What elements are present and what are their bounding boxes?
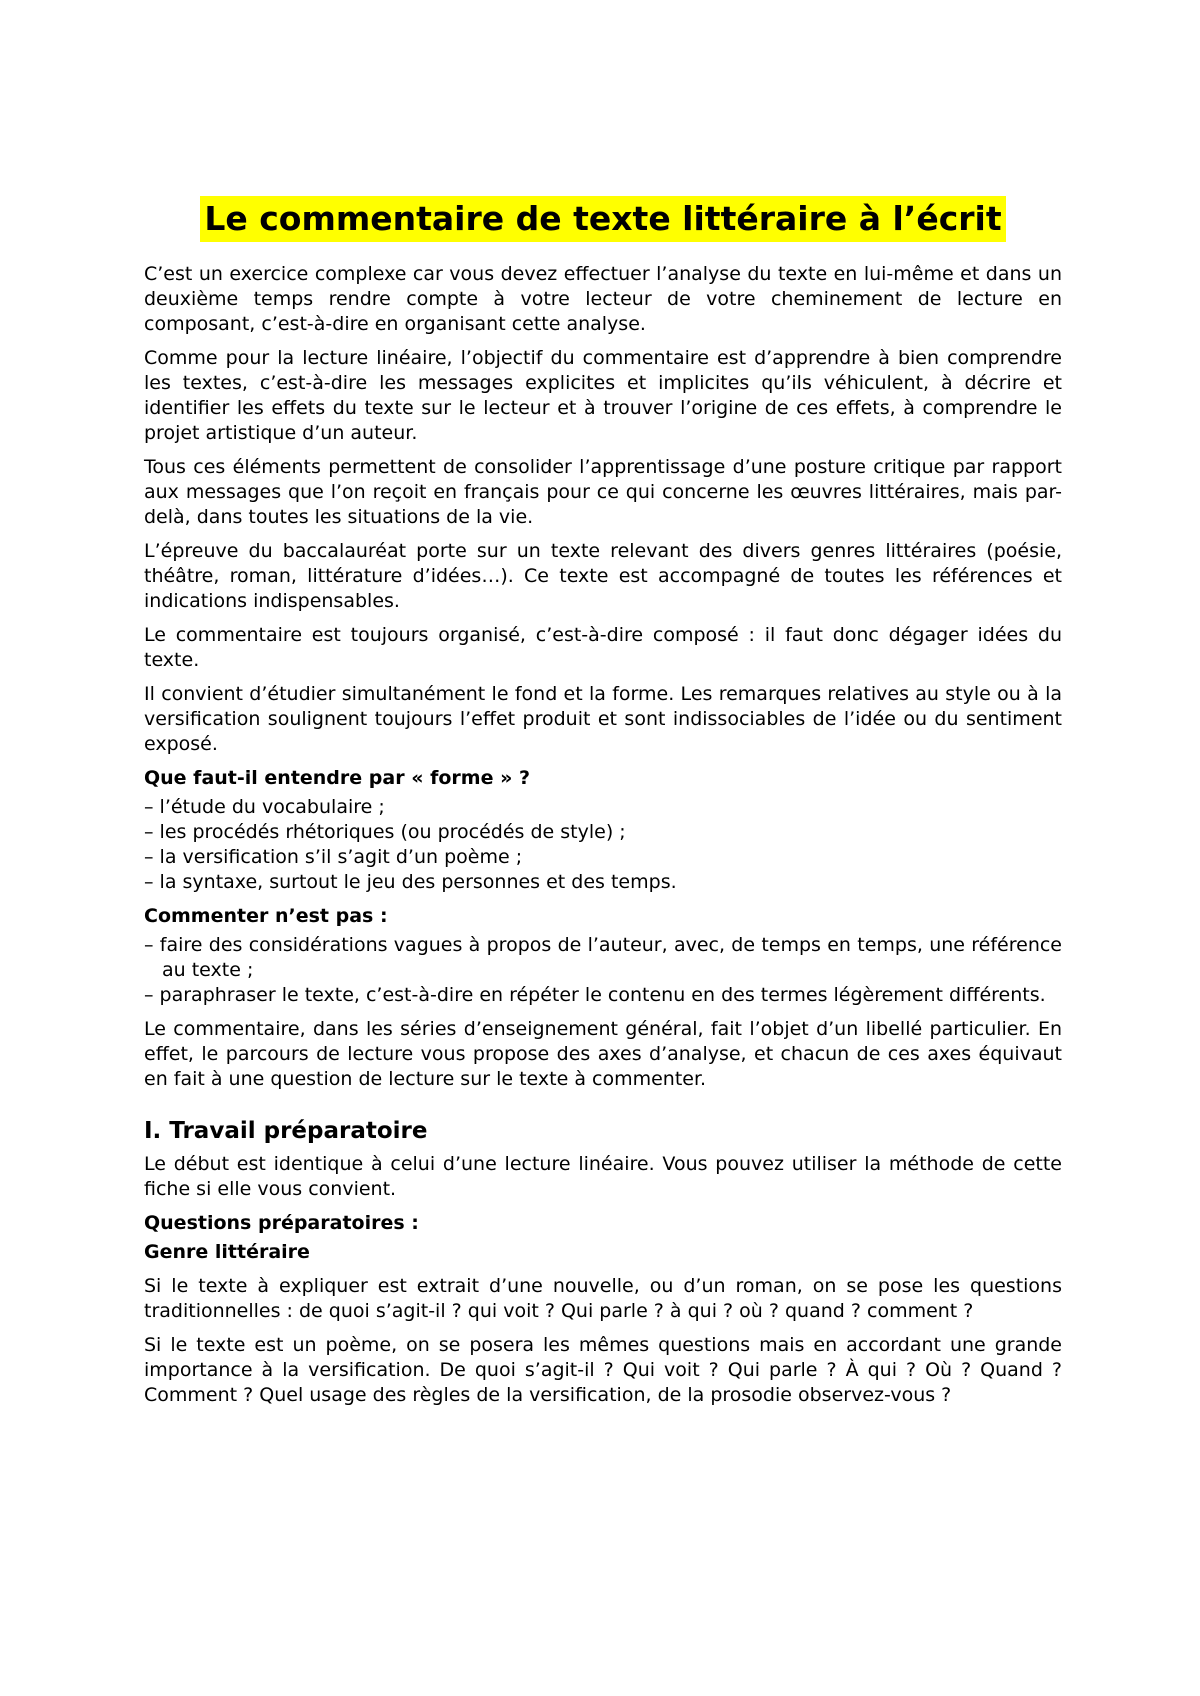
list-item: – la versification s’il s’agit d’un poème ; bbox=[144, 845, 1062, 870]
title-wrapper bbox=[144, 196, 1062, 242]
forme-heading: Que faut-il entendre par « forme » ? bbox=[144, 767, 530, 789]
intro-paragraph-3: Tous ces éléments permettent de consolider l’apprentissage d’une posture critique par rapport aux messages que l’on reçoit en français pour ce qui concerne les œuvres littéraires, mais par-delà, dans toutes les situations de la vie. bbox=[144, 456, 1062, 528]
section-1-intro: Le début est identique à celui d’une lecture linéaire. Vous pouvez utiliser la méthode de cette fiche si elle vous convient. bbox=[144, 1153, 1062, 1200]
list-item: – l’étude du vocabulaire ; bbox=[144, 795, 1062, 820]
commenter-heading: Commenter n’est pas : bbox=[144, 905, 388, 927]
section-1-title: I. Travail préparatoire bbox=[144, 1118, 428, 1144]
document-page bbox=[144, 196, 1062, 1417]
genre-paragraph-1: Si le texte à expliquer est extrait d’une nouvelle, ou d’un roman, on se pose les questions traditionnelles : de quoi s’agit-il ? qui voit ? Qui parle ? à qui ? où ? quand ? comment ? bbox=[144, 1275, 1062, 1322]
list-item: – les procédés rhétoriques (ou procédés de style) ; bbox=[144, 820, 1062, 845]
intro-paragraph-2: Comme pour la lecture linéaire, l’objectif du commentaire est d’apprendre à bien comprendre les textes, c’est-à-dire les messages explicites et implicites qu’ils véhiculent, à décrire et identifier les effets du texte sur le lecteur et à trouver l’origine de ces effets, à comprendre le projet artistique d’un auteur. bbox=[144, 347, 1062, 444]
commenter-list bbox=[144, 933, 1062, 1008]
forme-list bbox=[144, 795, 1062, 895]
document-title: Le commentaire de texte littéraire à l’écrit bbox=[200, 196, 1005, 242]
questions-heading: Questions préparatoires : bbox=[144, 1212, 419, 1234]
list-item: – la syntaxe, surtout le jeu des personnes et des temps. bbox=[144, 870, 1062, 895]
genre-paragraph-2: Si le texte est un poème, on se posera les mêmes questions mais en accordant une grande importance à la versification. De quoi s’agit-il ? Qui voit ? Qui parle ? À qui ? Où ? Quand ? Comment ? Quel usage des règles de la versification, de la prosodie observez-vous ? bbox=[144, 1334, 1062, 1406]
list-item: – faire des considérations vagues à propos de l’auteur, avec, de temps en temps, une référence au texte ; bbox=[144, 933, 1062, 983]
intro-paragraph-1: C’est un exercice complexe car vous devez effectuer l’analyse du texte en lui-même et dans un deuxième temps rendre compte à votre lecteur de votre cheminement de lecture en composant, c’est-à-dire en organisant cette analyse. bbox=[144, 263, 1062, 335]
genre-heading: Genre littéraire bbox=[144, 1241, 310, 1263]
intro-paragraph-5: Le commentaire est toujours organisé, c’est-à-dire composé : il faut donc dégager idées du texte. bbox=[144, 624, 1062, 671]
intro-paragraph-6: Il convient d’étudier simultanément le fond et la forme. Les remarques relatives au style ou à la versification soulignent toujours l’effet produit et sont indissociables de l’idée ou du sentiment exposé. bbox=[144, 683, 1062, 755]
commentaire-paragraph: Le commentaire, dans les séries d’enseignement général, fait l’objet d’un libellé particulier. En effet, le parcours de lecture vous propose des axes d’analyse, et chacun de ces axes équivaut en fait à une question de lecture sur le texte à commenter. bbox=[144, 1018, 1062, 1090]
intro-paragraph-4: L’épreuve du baccalauréat porte sur un texte relevant des divers genres littéraires (poésie, théâtre, roman, littérature d’idées…). Ce texte est accompagné de toutes les références et indications indispensables. bbox=[144, 540, 1062, 612]
list-item: – paraphraser le texte, c’est-à-dire en répéter le contenu en des termes légèrement différents. bbox=[144, 983, 1062, 1008]
